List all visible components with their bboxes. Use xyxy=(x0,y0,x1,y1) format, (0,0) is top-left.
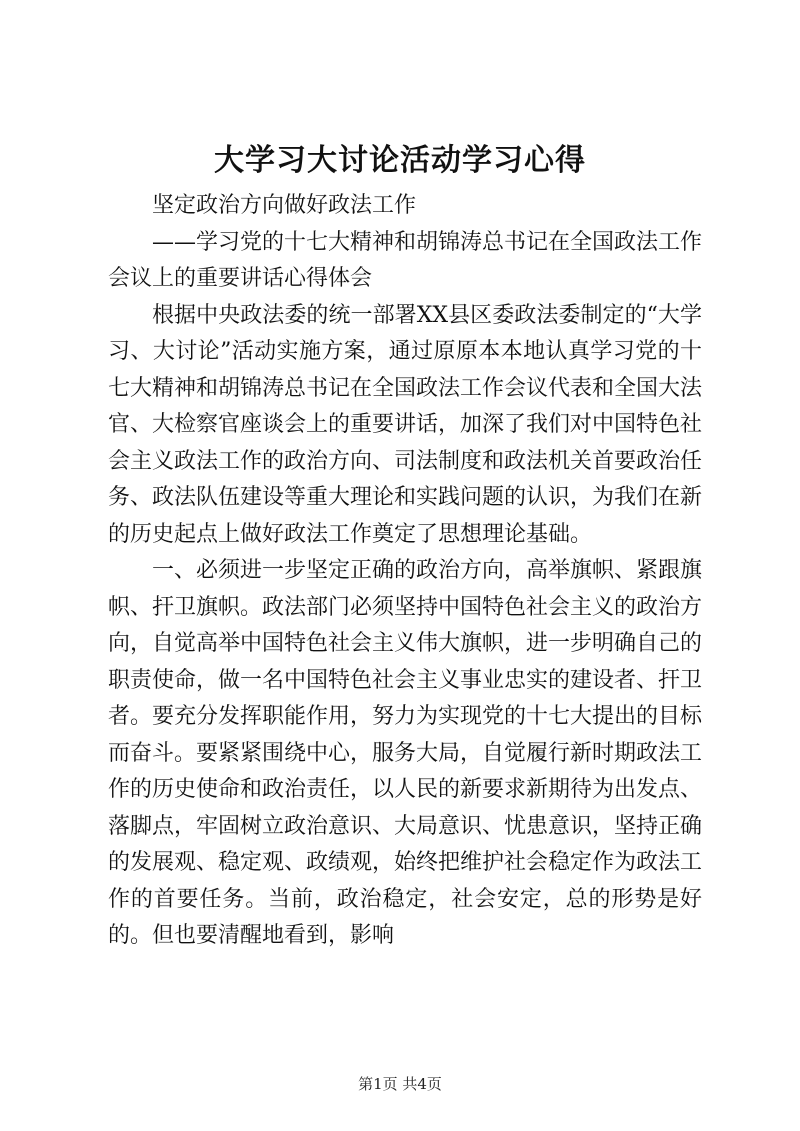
subheading-paragraph: ——学习党的十七大精神和胡锦涛总书记在全国政法工作会议上的重要讲话心得体会 xyxy=(108,229,703,291)
page-footer: 第1页 共4页 xyxy=(358,1075,442,1093)
document-title: 大学习大讨论活动学习心得 xyxy=(214,143,586,178)
subtitle-paragraph: 坚定政治方向做好政法工作 xyxy=(152,193,417,218)
document-body xyxy=(108,188,702,955)
body-paragraph-intro: 根据中央政法委的统一部署XX县区委政法委制定的“大学习、大讨论”活动实施方案，通过原原本本地认真学习党的十七大精神和胡锦涛总书记在全国政法工作会议代表和全国大法官、大检察官座谈会上的重要讲话，加深了我们对中国特色社会主义政法工作的政治方向、司法制度和政法机关首要政治任务、政法队伍建设等重大理论和实践问题的认识，为我们在新的历史起点上做好政法工作奠定了思想理论基础。 xyxy=(108,302,703,547)
body-paragraph-section-1: 一、必须进一步坚定正确的政治方向，高举旗帜、紧跟旗帜、扞卫旗帜。政法部门必须坚持中国特色社会主义的政治方向，自觉高举中国特色社会主义伟大旗帜，进一步明确自己的职责使命，做一名中国特色社会主义事业忠实的建设者、扞卫者。要充分发挥职能作用，努力为实现党的十七大提出的目标而奋斗。要紧紧围绕中心，服务大局，自觉履行新时期政法工作的历史使命和政治责任，以人民的新要求新期待为出发点、落脚点，牢固树立政治意识、大局意识、忧患意识，坚持正确的发展观、稳定观、政绩观，始终把维护社会稳定作为政法工作的首要任务。当前，政治稳定，社会安定，总的形势是好的。但也要清醒地看到，影响 xyxy=(108,558,703,948)
